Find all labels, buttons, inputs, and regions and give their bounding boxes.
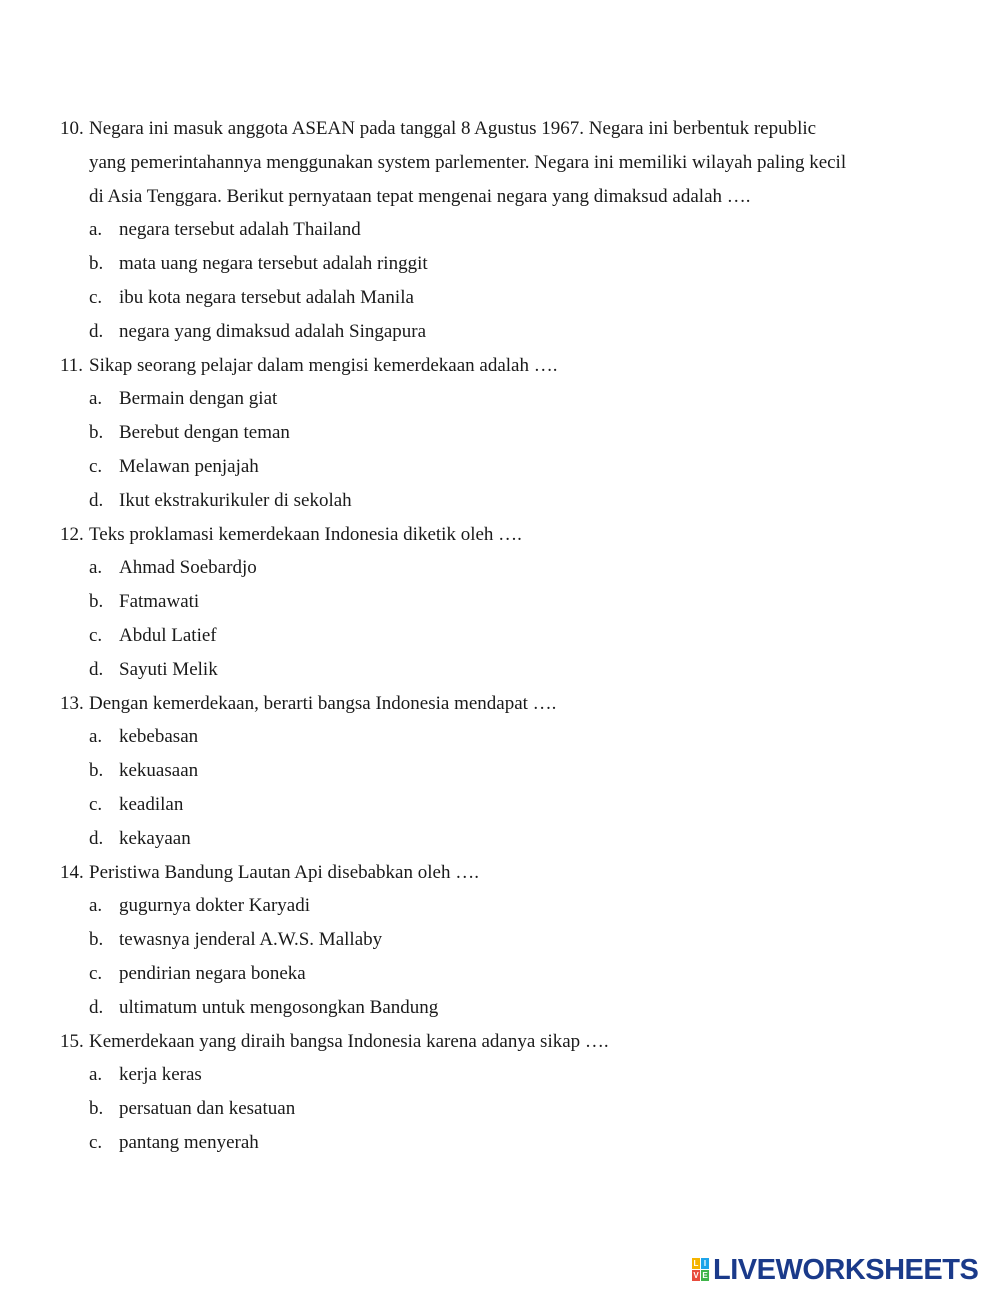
logo-text: LIVEWORKSHEETS bbox=[713, 1254, 979, 1286]
option-letter: d. bbox=[89, 827, 104, 849]
answer-option[interactable] bbox=[60, 788, 920, 822]
option-letter: b. bbox=[89, 253, 104, 275]
option-letter: a. bbox=[89, 726, 103, 748]
question-item bbox=[60, 518, 920, 687]
question-number: 15. bbox=[60, 1030, 84, 1052]
option-text: Bermain dengan giat bbox=[119, 388, 278, 410]
option-letter: b. bbox=[89, 929, 104, 951]
option-letter: c. bbox=[89, 624, 103, 646]
option-letter: b. bbox=[89, 591, 104, 613]
answer-option[interactable] bbox=[60, 822, 920, 856]
question-number: 11. bbox=[60, 354, 84, 376]
question-text: Peristiwa Bandung Lautan Api disebabkan oleh …. bbox=[89, 861, 479, 883]
option-letter: a. bbox=[89, 895, 103, 917]
option-letter: b. bbox=[89, 422, 104, 444]
option-letter: d. bbox=[89, 658, 104, 680]
logo-mark-tile: L bbox=[693, 1259, 699, 1268]
option-text: persatuan dan kesatuan bbox=[119, 1098, 296, 1120]
question-text-line bbox=[60, 112, 920, 146]
option-letter: d. bbox=[89, 489, 104, 511]
option-letter: c. bbox=[89, 286, 103, 308]
answer-option[interactable] bbox=[60, 720, 920, 754]
option-letter: d. bbox=[89, 320, 104, 342]
option-text: Ikut ekstrakurikuler di sekolah bbox=[119, 489, 352, 511]
question-text-line bbox=[60, 518, 920, 552]
option-letter: c. bbox=[89, 1131, 103, 1153]
option-text: Ahmad Soebardjo bbox=[119, 557, 257, 579]
answer-option[interactable] bbox=[60, 585, 920, 619]
answer-option[interactable] bbox=[60, 551, 920, 585]
logo-mark-tile: V bbox=[693, 1271, 699, 1280]
option-text: tewasnya jenderal A.W.S. Mallaby bbox=[119, 929, 383, 951]
question-item bbox=[60, 687, 920, 856]
answer-option[interactable] bbox=[60, 315, 920, 349]
logo-mark-tile: I bbox=[701, 1258, 709, 1269]
answer-option[interactable] bbox=[60, 1058, 920, 1092]
answer-option[interactable] bbox=[60, 484, 920, 518]
answer-option[interactable] bbox=[60, 957, 920, 991]
answer-option[interactable] bbox=[60, 382, 920, 416]
answer-option[interactable] bbox=[60, 416, 920, 450]
option-text: Melawan penjajah bbox=[119, 455, 259, 477]
question-text: Dengan kemerdekaan, berarti bangsa Indonesia mendapat …. bbox=[89, 692, 557, 714]
answer-option[interactable] bbox=[60, 281, 920, 315]
option-letter: c. bbox=[89, 455, 103, 477]
question-item bbox=[60, 1025, 920, 1160]
option-letter: a. bbox=[89, 557, 103, 579]
question-item bbox=[60, 349, 920, 518]
option-letter: a. bbox=[89, 219, 103, 241]
question-text-line bbox=[60, 856, 920, 890]
option-text: Berebut dengan teman bbox=[119, 422, 290, 444]
option-text: kebebasan bbox=[119, 726, 199, 748]
answer-option[interactable] bbox=[60, 619, 920, 653]
option-text: ibu kota negara tersebut adalah Manila bbox=[119, 286, 414, 308]
question-text: yang pemerintahannya menggunakan system parlementer. Negara ini memiliki wilayah paling kecil bbox=[89, 151, 847, 173]
option-text: pantang menyerah bbox=[119, 1131, 259, 1153]
option-text: Abdul Latief bbox=[119, 624, 217, 646]
option-letter: a. bbox=[89, 1064, 103, 1086]
option-text: negara yang dimaksud adalah Singapura bbox=[119, 320, 427, 342]
question-text-line bbox=[60, 349, 920, 383]
question-number: 12. bbox=[60, 523, 84, 545]
option-text: gugurnya dokter Karyadi bbox=[119, 895, 310, 917]
answer-option[interactable] bbox=[60, 923, 920, 957]
question-text: Teks proklamasi kemerdekaan Indonesia diketik oleh …. bbox=[89, 523, 522, 545]
option-text: negara tersebut adalah Thailand bbox=[119, 219, 361, 241]
question-list bbox=[60, 112, 920, 1160]
option-text: kekayaan bbox=[119, 827, 191, 849]
option-text: keadilan bbox=[119, 793, 184, 815]
question-item bbox=[60, 856, 920, 1025]
question-text: Sikap seorang pelajar dalam mengisi kemerdekaan adalah …. bbox=[89, 354, 558, 376]
answer-option[interactable] bbox=[60, 889, 920, 923]
question-text-line bbox=[60, 146, 920, 180]
answer-option[interactable] bbox=[60, 213, 920, 247]
option-text: kerja keras bbox=[119, 1064, 202, 1086]
answer-option[interactable] bbox=[60, 754, 920, 788]
question-text-line bbox=[60, 180, 920, 214]
answer-option[interactable] bbox=[60, 991, 920, 1025]
option-text: Sayuti Melik bbox=[119, 658, 218, 680]
question-number: 10. bbox=[60, 118, 84, 139]
option-text: kekuasaan bbox=[119, 760, 199, 782]
option-letter: b. bbox=[89, 1098, 104, 1120]
option-letter: b. bbox=[89, 760, 104, 782]
liveworksheets-logo bbox=[692, 1256, 978, 1284]
question-text: di Asia Tenggara. Berikut pernyataan tepat mengenai negara yang dimaksud adalah …. bbox=[89, 185, 751, 207]
question-number: 13. bbox=[60, 692, 84, 714]
answer-option[interactable] bbox=[60, 247, 920, 281]
liveworksheets-logo-icon bbox=[692, 1258, 710, 1282]
option-letter: c. bbox=[89, 962, 103, 984]
question-number: 14. bbox=[60, 861, 84, 883]
question-item bbox=[60, 112, 920, 349]
question-text: Negara ini masuk anggota ASEAN pada tanggal 8 Agustus 1967. Negara ini berbentuk republic bbox=[89, 118, 817, 139]
option-letter: d. bbox=[89, 996, 104, 1018]
option-letter: c. bbox=[89, 793, 103, 815]
option-text: pendirian negara boneka bbox=[119, 962, 306, 984]
answer-option[interactable] bbox=[60, 450, 920, 484]
answer-option[interactable] bbox=[60, 1092, 920, 1126]
answer-option[interactable] bbox=[60, 653, 920, 687]
logo-mark-tile: E bbox=[702, 1271, 708, 1280]
question-text-line bbox=[60, 1025, 920, 1059]
option-text: ultimatum untuk mengosongkan Bandung bbox=[119, 996, 439, 1018]
answer-option[interactable] bbox=[60, 1126, 920, 1160]
question-text: Kemerdekaan yang diraih bangsa Indonesia karena adanya sikap …. bbox=[89, 1030, 609, 1052]
question-text-line bbox=[60, 687, 920, 721]
option-text: Fatmawati bbox=[119, 591, 200, 613]
option-text: mata uang negara tersebut adalah ringgit bbox=[119, 253, 428, 275]
option-letter: a. bbox=[89, 388, 103, 410]
